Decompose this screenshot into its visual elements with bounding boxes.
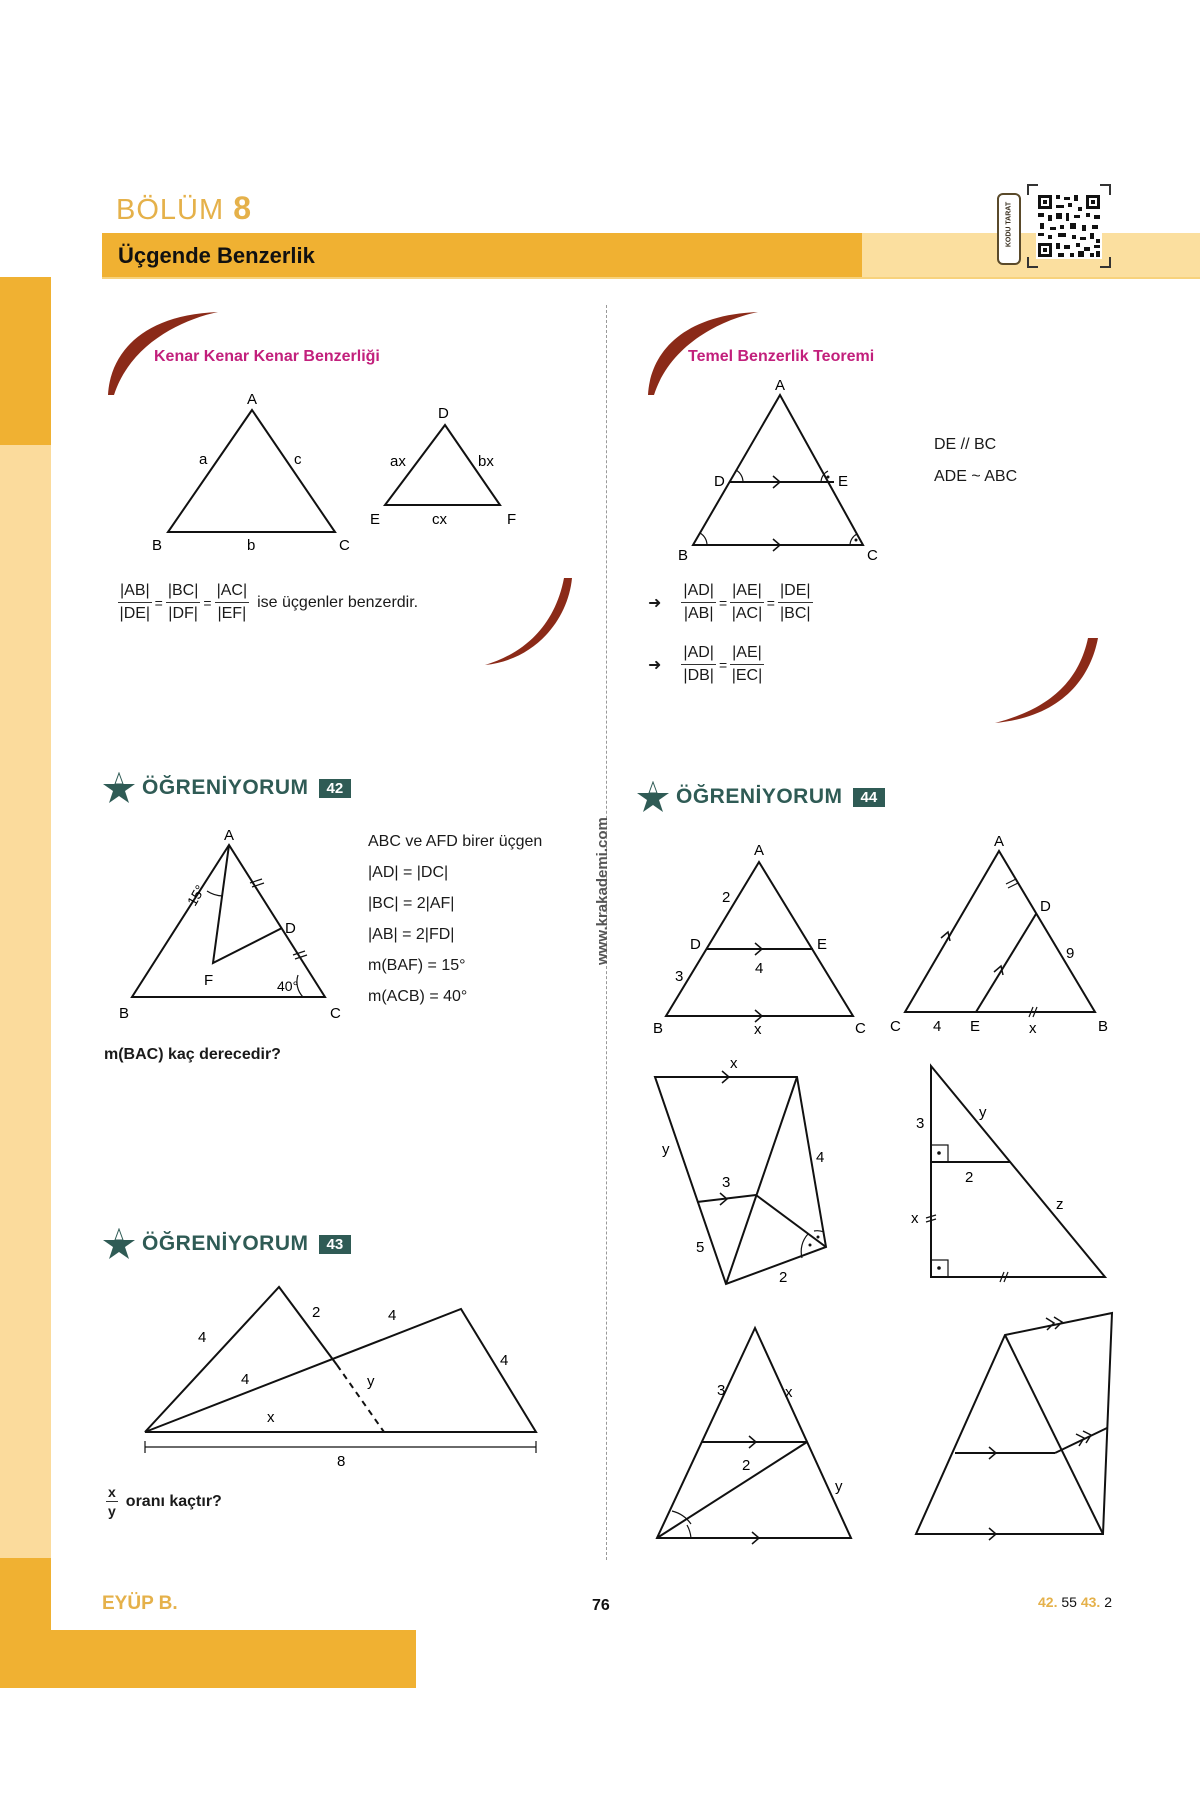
label-D: D xyxy=(690,936,701,953)
title-underline xyxy=(102,277,1200,279)
ex42-heading: ÖĞRENİYORUM 42 xyxy=(102,772,351,804)
side-2: 2 xyxy=(779,1269,788,1286)
side-cx: cx xyxy=(432,511,447,528)
base-8: 8 xyxy=(337,1453,346,1470)
ex44-fig3 xyxy=(640,1050,840,1290)
star-icon xyxy=(102,1228,136,1260)
kkk-formula: $\frac{|AB|}{|DE|}$ = $\frac{|BC|}{|DF|}$ = $\frac{|AC|}{|EF|}$ ise üçgenler benzerdir. xyxy=(119,582,419,622)
chapter-number: 8 xyxy=(233,190,252,226)
side-z: z xyxy=(1056,1196,1064,1213)
label-A: A xyxy=(754,842,765,859)
label-E: E xyxy=(838,473,849,490)
segment-y: y xyxy=(367,1373,375,1390)
brush-stroke-icon xyxy=(480,575,580,670)
section-title-tbt: Temel Benzerlik Teoremi xyxy=(688,348,875,365)
qr-code-icon[interactable] xyxy=(1026,183,1112,269)
side-x: x xyxy=(1029,1020,1037,1037)
qr-scan-label: KODU TARAT xyxy=(997,193,1021,265)
ex43-diagram xyxy=(130,1275,550,1475)
label-E: E xyxy=(970,1018,981,1035)
side-y: y xyxy=(979,1104,987,1121)
arrow-icon: ➜ xyxy=(648,656,662,674)
label-D: D xyxy=(285,920,296,937)
side-b: b xyxy=(247,537,256,554)
page-title: Üçgende Benzerlik xyxy=(118,243,315,268)
ex42-question: m(BAC) kaç derecedir? xyxy=(104,1046,281,1063)
side-x: x xyxy=(730,1055,738,1072)
fact-parallel: DE // BC xyxy=(934,436,997,453)
side-4a: 4 xyxy=(198,1329,207,1346)
section-title-kkk: Kenar Kenar Kenar Benzerliği xyxy=(154,348,380,365)
label-C: C xyxy=(339,537,350,554)
chapter-label: BÖLÜM 8 xyxy=(116,190,252,226)
label-C: C xyxy=(855,1020,866,1037)
ex44-fig1 xyxy=(650,835,880,1040)
side-9: 9 xyxy=(1066,945,1075,962)
ex44-heading: ÖĞRENİYORUM 44 xyxy=(636,781,885,813)
side-ax: ax xyxy=(390,453,406,470)
angle-40: 40° xyxy=(277,978,299,994)
ex42-diagram xyxy=(115,825,345,1025)
ex44-fig2 xyxy=(885,835,1115,1040)
label-B: B xyxy=(678,547,689,560)
tbt-formula-1: ➜ $\frac{|AD|}{|AB|}$ = $\frac{|AE|}{|AC|}$ = $\frac{|DE|}{|BC|}$ xyxy=(648,582,811,622)
ex42-givens xyxy=(368,826,542,1012)
side-4d: 4 xyxy=(241,1371,250,1388)
arrow-icon: ➜ xyxy=(648,594,662,612)
label-A: A xyxy=(775,380,786,394)
label-C: C xyxy=(867,547,878,560)
fact-similar: ADE ~ ABC xyxy=(934,468,1018,485)
brush-stroke-icon xyxy=(990,635,1105,730)
side-4: 4 xyxy=(755,960,764,977)
side-3: 3 xyxy=(722,1174,731,1191)
side-x: x xyxy=(754,1021,762,1038)
side-2: 2 xyxy=(722,889,731,906)
ex43-number: 43 xyxy=(319,1235,352,1254)
star-icon xyxy=(636,781,670,813)
side-x: x xyxy=(785,1384,793,1401)
label-D: D xyxy=(438,405,449,422)
label-C: C xyxy=(890,1018,901,1035)
left-margin-strip-light xyxy=(0,445,51,1560)
page-number: 76 xyxy=(592,1597,610,1614)
ex44-number: 44 xyxy=(853,788,886,807)
label-B: B xyxy=(119,1005,130,1022)
side-4: 4 xyxy=(816,1149,825,1166)
side-bx: bx xyxy=(478,453,494,470)
tbt-diagram xyxy=(670,380,890,560)
given-5: m(BAF) = 15° xyxy=(368,957,466,974)
side-2: 2 xyxy=(312,1304,321,1321)
side-4b: 4 xyxy=(388,1307,397,1324)
label-A: A xyxy=(224,827,235,844)
label-B: B xyxy=(152,537,163,554)
ex43-heading: ÖĞRENİYORUM 43 xyxy=(102,1228,351,1260)
bottom-bar xyxy=(0,1630,416,1688)
given-4: |AB| = 2|FD| xyxy=(368,926,455,943)
watermark-url: www.krakademi.com xyxy=(594,817,611,965)
label-B: B xyxy=(653,1020,664,1037)
left-margin-strip xyxy=(0,277,51,445)
side-x: x xyxy=(911,1210,919,1227)
side-y: y xyxy=(662,1141,670,1158)
given-6: m(ACB) = 40° xyxy=(368,988,468,1005)
author-name: EYÜP B. xyxy=(102,1593,178,1614)
label-F: F xyxy=(507,511,517,528)
ex44-fig4 xyxy=(900,1050,1120,1290)
side-4: 4 xyxy=(933,1018,942,1035)
answer-key: 42. 55 43. 2 xyxy=(1038,1594,1112,1610)
kkk-diagram xyxy=(140,385,520,555)
label-A: A xyxy=(994,835,1005,850)
label-F: F xyxy=(204,972,214,989)
label-D: D xyxy=(1040,898,1051,915)
given-1: ABC ve AFD birer üçgen xyxy=(368,833,543,850)
angle-15: 15° xyxy=(183,882,209,909)
side-2: 2 xyxy=(965,1169,974,1186)
side-2: 2 xyxy=(742,1457,751,1474)
tbt-formula-2: ➜ $\frac{|AD|}{|DB|}$ = $\frac{|AE|}{|EC|}$ xyxy=(648,644,763,684)
label-E: E xyxy=(817,936,828,953)
star-icon xyxy=(102,772,136,804)
side-3: 3 xyxy=(717,1382,726,1399)
label-D: D xyxy=(714,473,725,490)
given-3: |BC| = 2|AF| xyxy=(368,895,455,912)
side-3: 3 xyxy=(675,968,684,985)
given-2: |AD| = |DC| xyxy=(368,864,449,881)
side-5: 5 xyxy=(696,1239,705,1256)
side-y: y xyxy=(835,1478,843,1495)
label-B: B xyxy=(1098,1018,1109,1035)
label-E: E xyxy=(370,511,381,528)
side-4c: 4 xyxy=(500,1352,509,1369)
ex42-number: 42 xyxy=(319,779,352,798)
label-A: A xyxy=(247,391,258,408)
ex44-fig5 xyxy=(645,1300,865,1545)
label-C: C xyxy=(330,1005,341,1022)
side-c: c xyxy=(294,451,302,468)
segment-x: x xyxy=(267,1409,275,1426)
side-3: 3 xyxy=(916,1115,925,1132)
ex44-fig6 xyxy=(910,1300,1120,1545)
side-a: a xyxy=(199,451,208,468)
ex43-question: $\frac{x}{y}$ oranı kaçtır? xyxy=(108,1484,222,1519)
